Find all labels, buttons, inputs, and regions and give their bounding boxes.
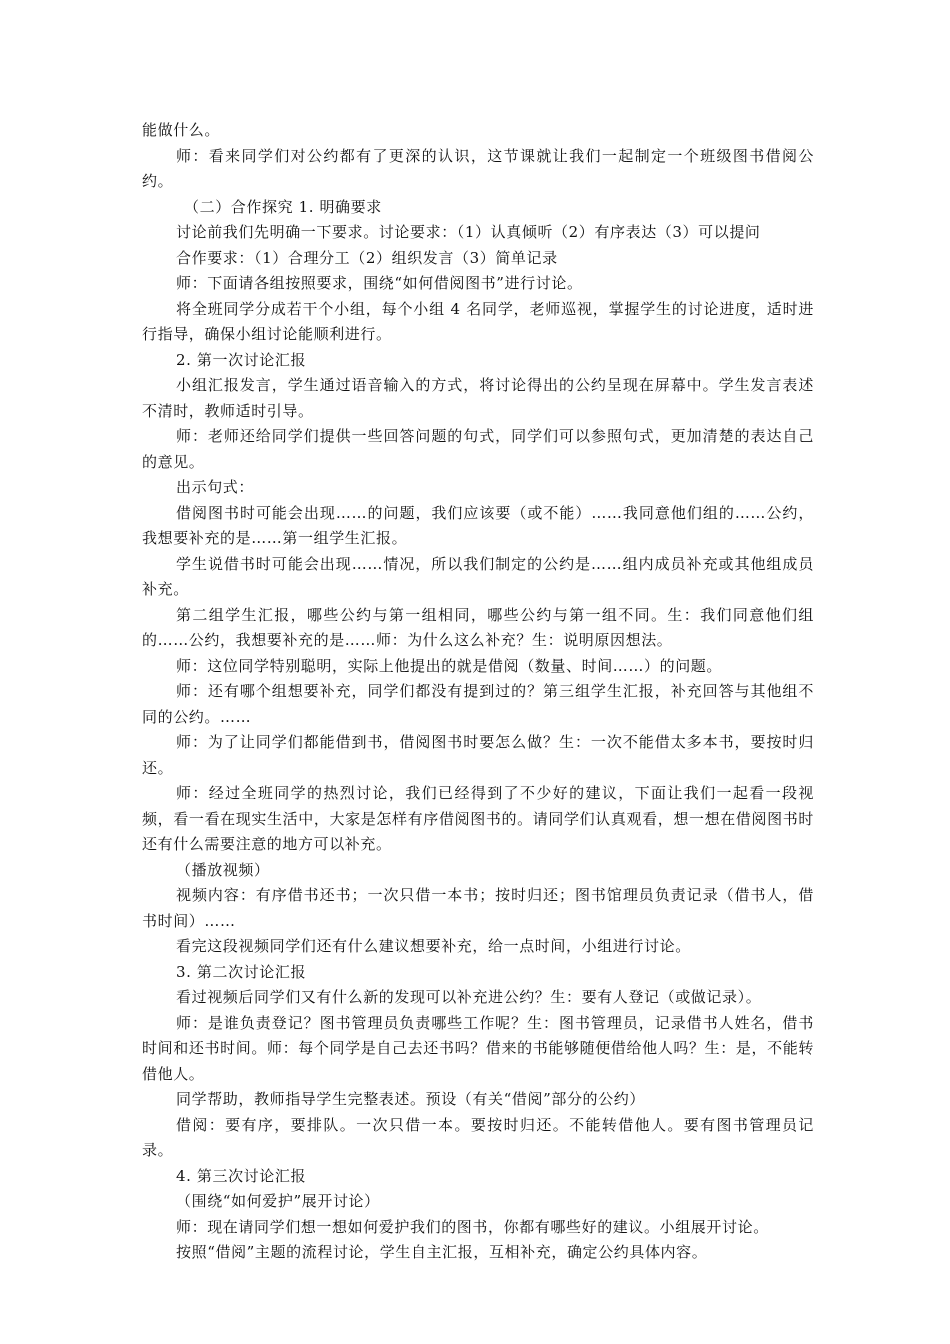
paragraph-6: 师：下面请各组按照要求，围绕“如何借阅图书”进行讨论。 xyxy=(176,274,583,292)
paragraph-29: 师：现在请同学们想一想如何爱护我们的图书，你都有哪些好的建议。小组展开讨论。 xyxy=(176,1217,769,1236)
paragraph-13: 学生说借书时可能会出现……情况，所以我们制定的公约是……组内成员补充或其他组成员补充。 xyxy=(142,554,814,598)
paragraph-14: 第二组学生汇报，哪些公约与第一组相同，哪些公约与第一组不同。生：我们同意他们组的……公约，我想要补充的是……师：为什么这么补充？生：说明原因想法。 xyxy=(142,605,814,649)
section-heading-third-report: 4. 第三次讨论汇报 xyxy=(176,1166,307,1185)
paragraph-19: （播放视频） xyxy=(176,860,270,879)
paragraph-1: 能做什么。 xyxy=(142,121,221,139)
paragraph-18: 师：经过全班同学的热烈讨论，我们已经得到了不少好的建议，下面让我们一起看一段视频，看一看在现实生活中，大家是怎样有序借阅图书的。请同学们认真观看，想一想在借阅图书时还有什么需要注意的地方可以补充。 xyxy=(142,784,814,853)
paragraph-9: 小组汇报发言，学生通过语音输入的方式，将讨论得出的公约呈现在屏幕中。学生发言表述不清时，教师适时引导。 xyxy=(142,376,814,420)
paragraph-20: 视频内容：有序借书还书；一次只借一本书；按时归还；图书馆理员负责记录（借书人，借书时间）…… xyxy=(142,886,814,930)
paragraph-11: 出示句式： xyxy=(176,478,255,496)
paragraph-15: 师：这位同学特别聪明，实际上他提出的就是借阅（数量、时间……）的问题。 xyxy=(176,656,723,675)
section-heading-second-report: 3. 第二次讨论汇报 xyxy=(176,962,307,981)
paragraph-7: 将全班同学分成若干个小组，每个小组 4 名同学，老师巡视，掌握学生的讨论进度，适时进行指导，确保小组讨论能顺利进行。 xyxy=(142,299,814,343)
paragraph-21: 看完这段视频同学们还有什么建议想要补充，给一点时间，小组进行讨论。 xyxy=(176,937,691,955)
paragraph-5: 合作要求：（1）合理分工（2）组织发言（3）简单记录 xyxy=(176,248,558,267)
paragraph-23: 看过视频后同学们又有什么新的发现可以补充进公约？生：要有人登记（或做记录）。 xyxy=(176,988,762,1006)
paragraph-24: 师：是谁负责登记？图书管理员负责哪些工作呢？生：图书管理员，记录借书人姓名，借书时间和还书时间。师：每个同学是自己去还书吗？借来的书能够随便借给他人吗？生：是，不能转借他人。 xyxy=(142,1013,814,1083)
section-heading-cooperative-inquiry: （二）合作探究 1. 明确要求 xyxy=(184,197,382,216)
paragraph-30: 按照“借阅”主题的流程讨论，学生自主汇报，互相补充，确定公约具体内容。 xyxy=(176,1243,708,1261)
paragraph-12: 借阅图书时可能会出现……的问题，我们应该要（或不能）……我同意他们组的……公约，我想要补充的是……第一组学生汇报。 xyxy=(142,503,814,547)
document-page xyxy=(142,118,814,1266)
paragraph-17: 师：为了让同学们都能借到书，借阅图书时要怎么做？生：一次不能借太多本书，要按时归还。 xyxy=(142,733,814,777)
paragraph-28: （围绕“如何爱护”展开讨论） xyxy=(176,1192,380,1210)
paragraph-4: 讨论前我们先明确一下要求。讨论要求：（1）认真倾听（2）有序表达（3）可以提问 xyxy=(176,223,761,241)
paragraph-25: 同学帮助，教师指导学生完整表述。预设（有关“借阅”部分的公约） xyxy=(176,1090,645,1108)
section-heading-first-report: 2. 第一次讨论汇报 xyxy=(176,350,307,369)
paragraph-26: 借阅：要有序，要排队。一次只借一本。要按时归还。不能转借他人。要有图书管理员记录。 xyxy=(142,1115,814,1159)
paragraph-2: 师：看来同学们对公约都有了更深的认识，这节课就让我们一起制定一个班级图书借阅公约。 xyxy=(142,146,814,190)
paragraph-10: 师：老师还给同学们提供一些回答问题的句式，同学们可以参照句式，更加清楚的表达自己的意见。 xyxy=(142,427,814,471)
paragraph-16: 师：还有哪个组想要补充，同学们都没有提到过的？第三组学生汇报，补充回答与其他组不同的公约。…… xyxy=(142,682,814,726)
